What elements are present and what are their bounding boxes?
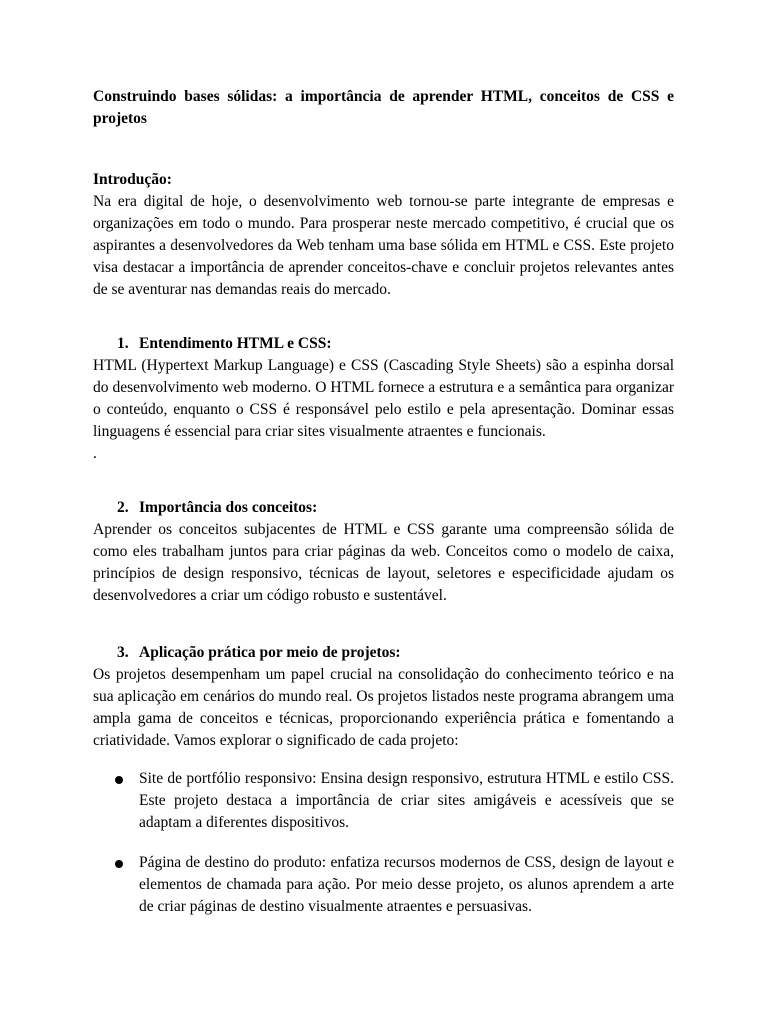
bullet-text-portfolio: Site de portfólio responsivo: Ensina design responsivo, estrutura HTML e estilo CSS. Este projeto destaca a importância de criar sites amigáveis e acessíveis que se adaptam a diferentes dispositivos. [139, 770, 674, 831]
list-item [93, 852, 674, 918]
document-title: Construindo bases sólidas: a importância de aprender HTML, conceitos de CSS e projetos [93, 88, 674, 127]
intro-paragraph: Na era digital de hoje, o desenvolvimento web tornou-se parte integrante de empresas e organizações em todo o mundo. Para prosperar neste mercado competitivo, é crucial que os aspirantes a desenvolvedores da Web tenham uma base sólida em HTML e CSS. Este projeto visa destacar a importância de aprender conceitos-chave e concluir projetos relevantes antes de se aventurar nas demandas reais do mercado. [93, 193, 674, 298]
section-2-paragraph: Aprender os conceitos subjacentes de HTML e CSS garante uma compreensão sólida de como eles trabalham juntos para criar páginas da web. Conceitos como o modelo de caixa, princípios de design responsivo, técnicas de layout, seletores e especificidade ajudam os desenvolvedores a criar um código robusto e sustentável. [93, 521, 674, 604]
section-3-paragraph: Os projetos desempenham um papel crucial na consolidação do conhecimento teórico e na sua aplicação em cenários do mundo real. Os projetos listados neste programa abrangem uma ampla gama de conceitos e técnicas, proporcionando experiência prática e fomentando a criatividade. Vamos explorar o significado de cada projeto: [93, 666, 674, 749]
bullet-text-landing-page: Página de destino do produto: enfatiza recursos modernos de CSS, design de layout e elementos de chamada para ação. Por meio desse projeto, os alunos aprendem a arte de criar páginas de destino visualmente atraentes e persuasivas. [139, 854, 674, 915]
bullet-icon [115, 776, 123, 784]
section-1-number: 1. [117, 335, 129, 352]
intro-heading: Introdução: [93, 171, 172, 188]
section-3-number: 3. [117, 644, 129, 661]
list-item [93, 768, 674, 834]
section-1-heading-text: Entendimento HTML e CSS: [139, 335, 332, 352]
section-3-heading-text: Aplicação prática por meio de projetos: [139, 644, 401, 661]
intro-section [93, 169, 674, 301]
section-1-trailing-dot: . [93, 445, 97, 462]
section-2-number: 2. [117, 499, 129, 516]
section-2 [93, 497, 674, 607]
section-3-heading [93, 642, 674, 664]
section-1-heading [93, 333, 674, 355]
section-2-heading-text: Importância dos conceitos: [139, 499, 318, 516]
section-2-heading [93, 497, 674, 519]
bullet-icon [115, 860, 123, 868]
section-1-paragraph: HTML (Hypertext Markup Language) e CSS (Cascading Style Sheets) são a espinha dorsal do desenvolvimento web moderno. O HTML fornece a estrutura e a semântica para organizar o conteúdo, enquanto o CSS é responsável pelo estilo e pela apresentação. Dominar essas linguagens é essencial para criar sites visualmente atraentes e funcionais. [93, 357, 674, 440]
section-1 [93, 333, 674, 465]
section-3 [93, 642, 674, 752]
